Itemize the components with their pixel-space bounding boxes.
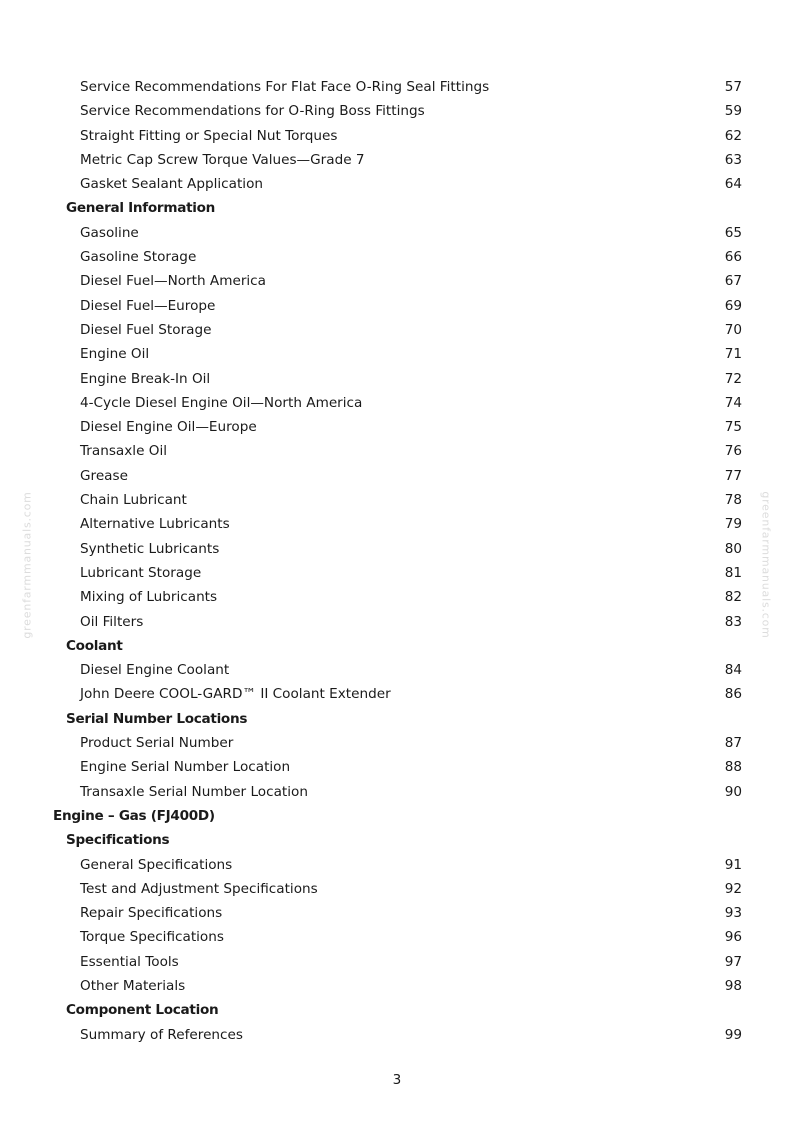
toc-entry-page-number: 96 (724, 929, 742, 946)
toc-entry[interactable] (0, 585, 794, 609)
toc-entry-label: Diesel Fuel—Europe (80, 297, 216, 314)
toc-entry-page-number: 74 (724, 394, 742, 411)
toc-entry-page-number: 98 (724, 977, 742, 994)
toc-entry-label: Engine Break-In Oil (80, 370, 211, 387)
toc-entry[interactable] (0, 537, 794, 561)
toc-entry[interactable] (0, 269, 794, 293)
toc-section-heading (0, 828, 794, 852)
toc-entry-label: Coolant (66, 637, 123, 654)
toc-entry-label: Component Location (66, 1002, 219, 1019)
toc-entry-label: Metric Cap Screw Torque Values—Grade 7 (80, 151, 365, 168)
toc-entry-label: Synthetic Lubricants (80, 540, 220, 557)
toc-entry[interactable] (0, 172, 794, 196)
table-of-contents (0, 75, 794, 1047)
toc-entry-page-number: 93 (724, 905, 742, 922)
toc-entry-page-number: 92 (724, 880, 742, 897)
toc-entry[interactable] (0, 124, 794, 148)
toc-entry-label: Repair Specifications (80, 905, 223, 922)
toc-entry-page-number: 75 (724, 419, 742, 436)
toc-entry-label: Gasoline (80, 224, 139, 241)
toc-entry-page-number: 77 (724, 467, 742, 484)
toc-entry-label: Product Serial Number (80, 735, 234, 752)
toc-entry[interactable] (0, 755, 794, 779)
toc-entry[interactable] (0, 148, 794, 172)
toc-entry-page-number: 63 (724, 151, 742, 168)
toc-entry[interactable] (0, 780, 794, 804)
toc-entry-label: Other Materials (80, 977, 186, 994)
toc-entry-label: Transaxle Serial Number Location (80, 783, 308, 800)
toc-entry[interactable] (0, 1023, 794, 1047)
toc-entry[interactable] (0, 853, 794, 877)
toc-entry[interactable] (0, 731, 794, 755)
toc-entry[interactable] (0, 294, 794, 318)
toc-section-heading (0, 634, 794, 658)
toc-entry[interactable] (0, 391, 794, 415)
toc-entry-label: Specifications (66, 832, 170, 849)
toc-entry[interactable] (0, 75, 794, 99)
toc-entry-label: Engine Serial Number Location (80, 759, 291, 776)
toc-entry[interactable] (0, 439, 794, 463)
toc-entry-page-number: 67 (724, 273, 742, 290)
watermark-right: greenfarmmanuals.com (759, 491, 773, 639)
toc-entry-label: Diesel Engine Oil—Europe (80, 419, 257, 436)
toc-entry-label: Diesel Engine Coolant (80, 662, 230, 679)
toc-entry-page-number: 83 (724, 613, 742, 630)
toc-entry-label: Engine – Gas (FJ400D) (53, 807, 215, 824)
toc-entry-label: Gasoline Storage (80, 249, 197, 266)
toc-entry[interactable] (0, 561, 794, 585)
toc-entry-label: John Deere COOL-GARD™ II Coolant Extender (80, 686, 391, 703)
watermark-left: greenfarmmanuals.com (20, 491, 34, 639)
toc-entry-label: 4-Cycle Diesel Engine Oil—North America (80, 394, 363, 411)
toc-entry-page-number: 64 (724, 176, 742, 193)
toc-entry-page-number: 78 (724, 492, 742, 509)
toc-entry-page-number: 72 (724, 370, 742, 387)
toc-entry[interactable] (0, 415, 794, 439)
toc-entry-label: Diesel Fuel—North America (80, 273, 266, 290)
toc-entry-label: Test and Adjustment Specifications (80, 880, 318, 897)
toc-entry-page-number: 82 (724, 589, 742, 606)
toc-entry-label: Oil Filters (80, 613, 144, 630)
toc-entry[interactable] (0, 99, 794, 123)
toc-entry-page-number: 62 (724, 127, 742, 144)
toc-entry[interactable] (0, 950, 794, 974)
toc-entry[interactable] (0, 925, 794, 949)
toc-entry-page-number: 65 (724, 224, 742, 241)
toc-entry-label: Engine Oil (80, 346, 150, 363)
toc-entry[interactable] (0, 512, 794, 536)
toc-entry-label: Essential Tools (80, 953, 179, 970)
toc-entry-page-number: 84 (724, 662, 742, 679)
toc-entry-page-number: 80 (724, 540, 742, 557)
toc-entry-label: Mixing of Lubricants (80, 589, 218, 606)
toc-entry-page-number: 71 (724, 346, 742, 363)
toc-entry[interactable] (0, 488, 794, 512)
toc-entry[interactable] (0, 221, 794, 245)
toc-entry-page-number: 69 (724, 297, 742, 314)
toc-entry-page-number: 87 (724, 735, 742, 752)
toc-entry[interactable] (0, 367, 794, 391)
toc-entry-page-number: 57 (724, 79, 742, 95)
toc-entry-page-number: 81 (724, 564, 742, 581)
toc-entry[interactable] (0, 658, 794, 682)
toc-entry[interactable] (0, 610, 794, 634)
toc-entry[interactable] (0, 877, 794, 901)
toc-entry-label: Transaxle Oil (80, 443, 168, 460)
toc-entry-label: Diesel Fuel Storage (80, 321, 212, 338)
toc-entry[interactable] (0, 245, 794, 269)
toc-section-heading (0, 998, 794, 1022)
toc-entry-label: Lubricant Storage (80, 564, 202, 581)
toc-entry-label: Summary of References (80, 1026, 243, 1043)
toc-entry-page-number: 97 (724, 953, 742, 970)
toc-entry-page-number: 88 (724, 759, 742, 776)
toc-entry-label: Serial Number Locations (66, 710, 248, 727)
toc-section-heading (0, 196, 794, 220)
page-number: 3 (392, 1072, 402, 1088)
toc-section-heading (0, 804, 794, 828)
toc-entry-page-number: 59 (724, 103, 742, 120)
toc-entry-label: Torque Specifications (80, 929, 224, 946)
toc-entry[interactable] (0, 901, 794, 925)
toc-entry-label: Service Recommendations for O-Ring Boss Fittings (80, 103, 425, 120)
toc-entry[interactable] (0, 974, 794, 998)
toc-entry-label: Grease (80, 467, 128, 484)
toc-entry-page-number: 66 (724, 249, 742, 266)
toc-entry[interactable] (0, 464, 794, 488)
toc-entry-page-number: 91 (724, 856, 742, 873)
toc-entry-label: Alternative Lubricants (80, 516, 230, 533)
toc-entry[interactable] (0, 318, 794, 342)
toc-entry-label: Chain Lubricant (80, 492, 187, 509)
toc-entry-page-number: 79 (724, 516, 742, 533)
toc-entry-page-number: 70 (724, 321, 742, 338)
toc-entry-page-number: 90 (724, 783, 742, 800)
toc-entry[interactable] (0, 342, 794, 366)
toc-entry-page-number: 76 (724, 443, 742, 460)
toc-entry-label: Straight Fitting or Special Nut Torques (80, 127, 338, 144)
toc-entry-label: General Specifications (80, 856, 233, 873)
toc-entry-page-number: 99 (724, 1026, 742, 1043)
toc-section-heading (0, 707, 794, 731)
toc-entry[interactable] (0, 682, 794, 706)
toc-entry-page-number: 86 (724, 686, 742, 703)
toc-entry-label: Gasket Sealant Application (80, 176, 263, 193)
toc-entry-label: General Information (66, 200, 216, 217)
toc-entry-label: Service Recommendations For Flat Face O-Ring Seal Fittings (80, 79, 490, 95)
